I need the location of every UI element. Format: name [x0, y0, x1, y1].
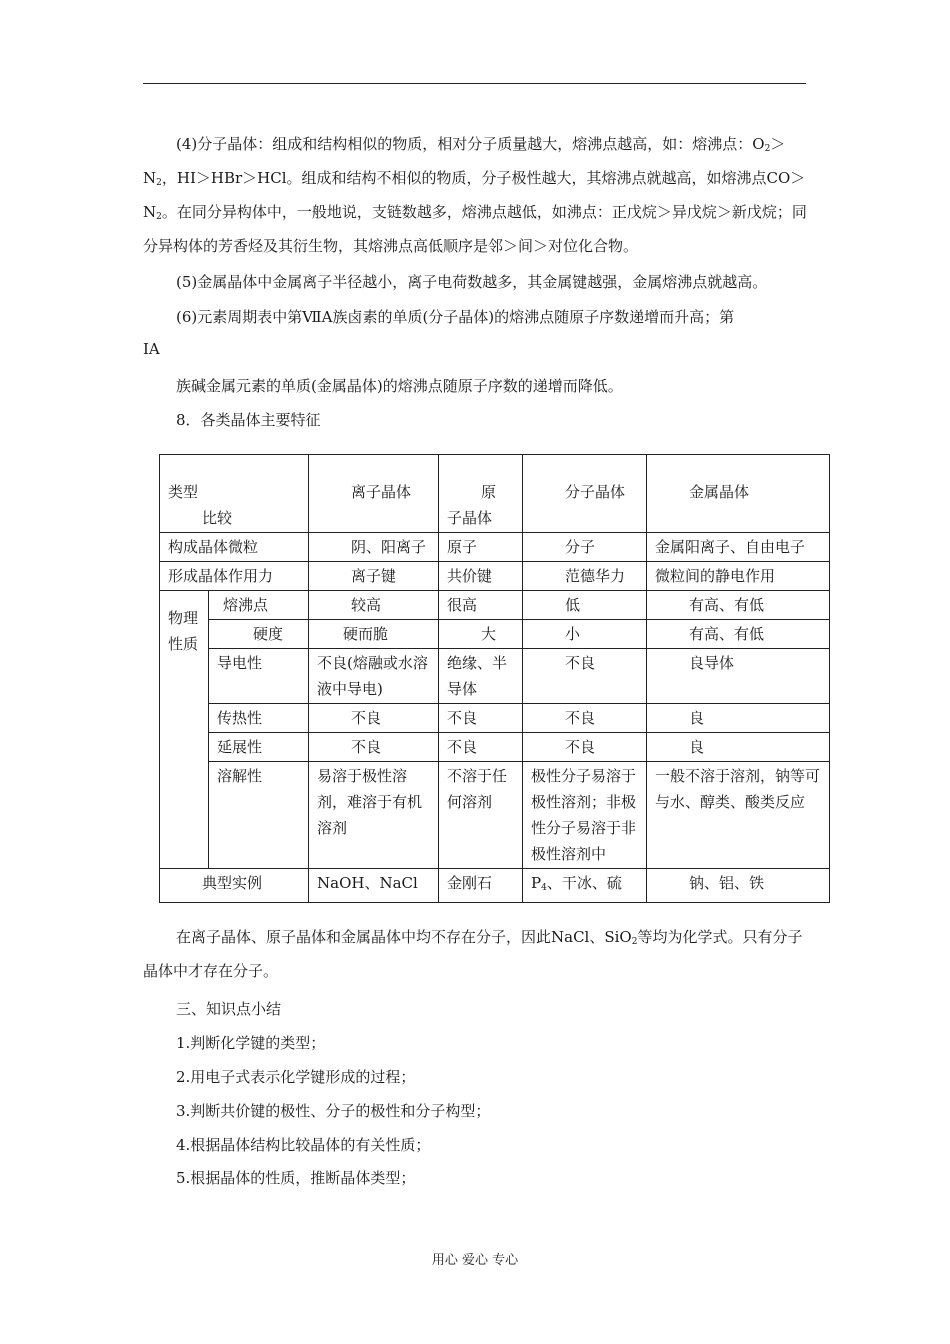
crystal-features-table	[159, 454, 830, 903]
section-3-heading: 三、知识点小结	[176, 1000, 282, 1018]
paragraph-6a: (6)元素周期表中第ⅦA族卤素的单质(分子晶体)的熔沸点随原子序数递增而升高；第	[176, 308, 735, 326]
summary-item: 4.根据晶体结构比较晶体的有关性质；	[176, 1136, 431, 1154]
paragraph-6c: 族碱金属元素的单质(金属晶体)的熔沸点随原子序数的递增而降低。	[176, 377, 623, 395]
corner-cell: 类型 比较	[160, 455, 309, 533]
table-row: 延展性 不良 不良 不良 良	[160, 733, 830, 762]
table-row: 硬度 硬而脆 大 小 有高、有低	[160, 620, 830, 649]
header-atomic: 原 子晶体	[439, 455, 523, 533]
summary-item: 3.判断共价键的极性、分子的极性和分子构型；	[176, 1102, 491, 1120]
header-ionic: 离子晶体	[309, 455, 439, 533]
table-row: 形成晶体作用力 离子键 共价键 范德华力 微粒间的静电作用	[160, 562, 830, 591]
table-row: 典型实例 NaOH、NaCl 金刚石 $P_4$、干冰、硫 钠、铝、铁	[160, 869, 830, 903]
header-molecular: 分子晶体	[523, 455, 647, 533]
after-table-paragraph: 在离子晶体、原子晶体和金属晶体中均不存在分子，因此NaCl、SiO$_2$等均为化学式。只有分子晶体中才存在分子。	[143, 928, 803, 980]
section-8-heading: 8．各类晶体主要特征	[176, 411, 321, 429]
summary-item: 2.用电子式表示化学键形成的过程；	[176, 1068, 416, 1086]
page-footer: 用心 爱心 专心	[431, 1253, 519, 1268]
table-header-row	[160, 455, 830, 533]
physical-properties-label: 物理 性质	[160, 591, 209, 869]
summary-item: 1.判断化学键的类型；	[176, 1034, 326, 1052]
paragraph-5: (5)金属晶体中金属离子半径越小，离子电荷数越多，其金属键越强，金属熔沸点就越高。	[176, 273, 768, 291]
table-row: 溶解性 易溶于极性溶剂，难溶于有机溶剂 不溶于任何溶剂 极性分子易溶于极性溶剂；非极性分子易溶于非极性溶剂中 一般不溶于溶剂，钠等可与水、醇类、酸类反应	[160, 762, 830, 869]
table-row: 构成晶体微粒 阴、阳离子 原子 分子 金属阳离子、自由电子	[160, 533, 830, 562]
paragraph-4: (4)分子晶体：组成和结构相似的物质，相对分子质量越大，熔沸点越高，如：熔沸点：$O_2>N_2$，HI＞HBr＞HCl。组成和结构不相似的物质，分子极性越大，其熔沸点就越高，如熔沸点$CO>N_2$。在同分异构体中，一般地说，支链数越多，熔沸点越低，如沸点：正戊烷＞异戊烷＞新戊烷；同分异构体的芳香烃及其衍生物，其熔沸点高低顺序是邻＞间＞对位化合物。	[143, 135, 807, 255]
header-rule	[143, 83, 806, 84]
summary-item: 5.根据晶体的性质，推断晶体类型；	[176, 1169, 416, 1187]
table-row: 传热性 不良 不良 不良 良	[160, 704, 830, 733]
table-row: 导电性 不良(熔融或水溶液中导电) 绝缘、半导体 不良 良导体	[160, 649, 830, 704]
table-row: 物理 性质 熔沸点 较高 很高 低 有高、有低	[160, 591, 830, 620]
paragraph-6b: IA	[143, 340, 160, 358]
header-metallic: 金属晶体	[647, 455, 830, 533]
